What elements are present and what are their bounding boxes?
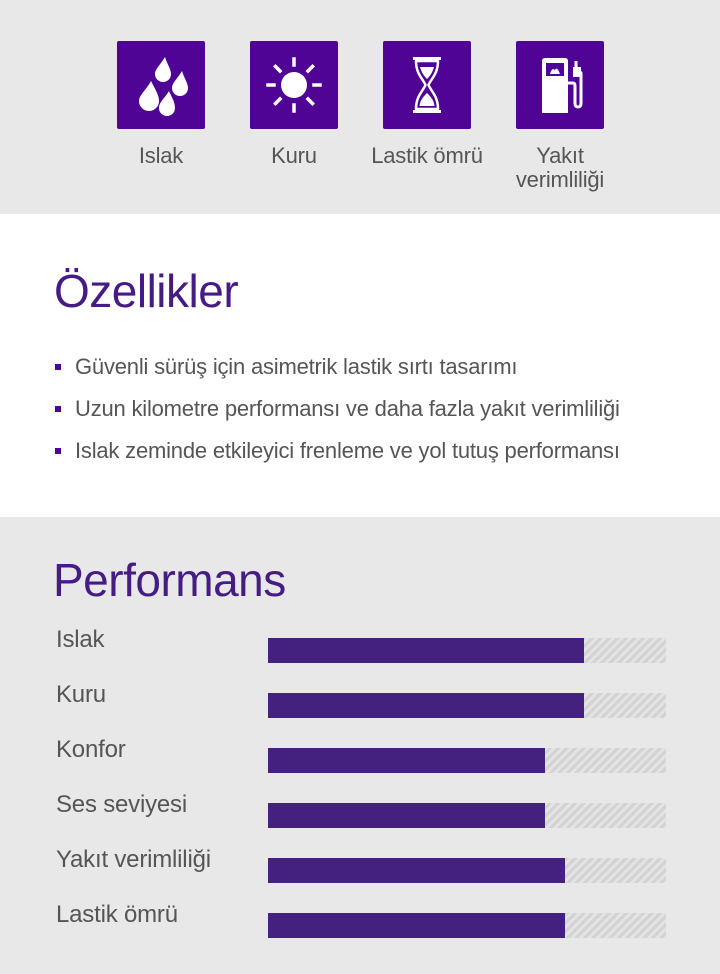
performance-row-wet: [0, 625, 720, 655]
list-item-text: Islak zeminde etkileyici frenleme ve yol tutuş performansı: [75, 438, 620, 463]
performance-row-tyre-life: [0, 900, 720, 930]
performance-row-noise: [0, 790, 720, 820]
feature-label-dry: Kuru: [271, 143, 317, 168]
rating-bar-fill: [268, 913, 565, 938]
performance-label: Kuru: [56, 681, 106, 708]
sun-icon: [250, 41, 338, 129]
performance-section: [0, 517, 720, 974]
performance-label: Islak: [56, 626, 105, 653]
feature-label-fuel-efficiency: Yakıt verimliliği: [515, 143, 605, 192]
rating-bar-track: [268, 803, 666, 828]
features-list: [55, 350, 620, 476]
performance-row-dry: [0, 680, 720, 710]
fuel-pump-icon: [516, 41, 604, 129]
rating-bar-track: [268, 858, 666, 883]
feature-label-wet: Islak: [138, 143, 184, 168]
rating-bar-fill: [268, 638, 584, 663]
rating-bar-fill: [268, 858, 565, 883]
bullet-square-icon: [55, 406, 61, 412]
feature-dry: [227, 41, 361, 168]
list-item: [55, 350, 620, 392]
list-item: [55, 392, 620, 434]
feature-label-tyre-life: Lastik ömrü: [371, 143, 483, 168]
rating-bar-track: [268, 913, 666, 938]
hourglass-icon: [383, 41, 471, 129]
performance-label: Yakıt verimliliği: [56, 846, 211, 873]
feature-fuel-efficiency: [493, 41, 627, 192]
list-item-text: Uzun kilometre performansı ve daha fazla yakıt verimliliği: [75, 396, 620, 421]
features-title: Özellikler: [54, 265, 239, 317]
rating-bar-fill: [268, 803, 545, 828]
performance-row-comfort: [0, 735, 720, 765]
list-item-text: Güvenli sürüş için asimetrik lastik sırtı tasarımı: [75, 354, 518, 379]
bullet-square-icon: [55, 364, 61, 370]
bullet-square-icon: [55, 448, 61, 454]
rating-bar-fill: [268, 748, 545, 773]
performance-label: Konfor: [56, 736, 126, 763]
rating-bar-fill: [268, 693, 584, 718]
features-section: [0, 214, 720, 517]
rain-drops-icon: [117, 41, 205, 129]
performance-row-fuel-efficiency: [0, 845, 720, 875]
feature-tyre-life: [360, 41, 494, 168]
performance-label: Ses seviyesi: [56, 791, 187, 818]
rating-bar-track: [268, 638, 666, 663]
rating-bar-track: [268, 748, 666, 773]
rating-bar-track: [268, 693, 666, 718]
feature-wet: [94, 41, 228, 168]
performance-title: Performans: [53, 554, 286, 606]
feature-icons-band: [0, 0, 720, 214]
performance-label: Lastik ömrü: [56, 901, 178, 928]
list-item: [55, 434, 620, 476]
